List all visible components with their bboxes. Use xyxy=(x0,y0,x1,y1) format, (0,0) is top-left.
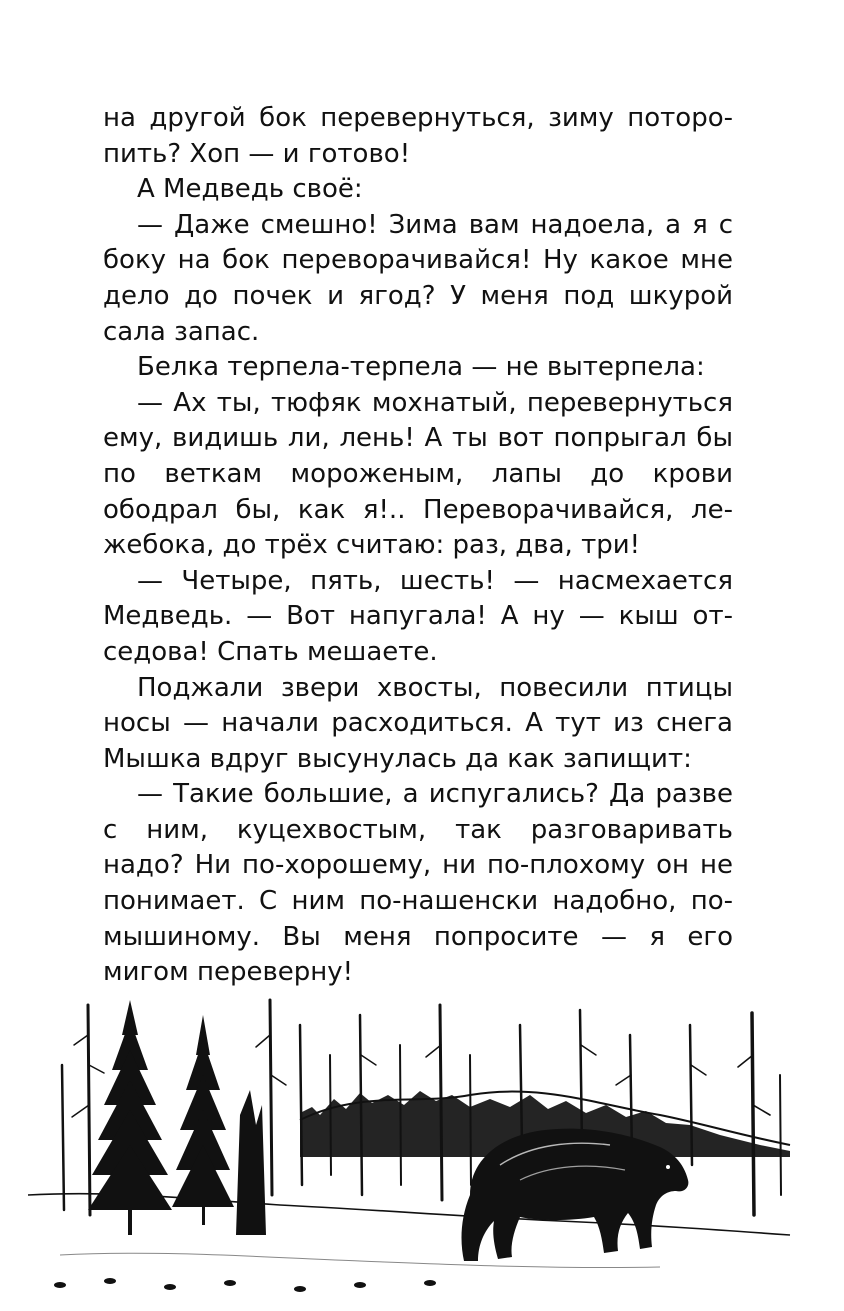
paragraph-3: — Даже смешно! Зима вам надоела, а я с боку на бок переворачивайся! Ну какое мне дело до почек и ягод? У меня под шкурой сала запас. xyxy=(103,209,733,347)
footprints xyxy=(54,1278,436,1292)
bear xyxy=(462,1129,689,1261)
bear-eye xyxy=(666,1165,670,1169)
broken-stump xyxy=(236,1090,266,1235)
story-text xyxy=(103,101,733,991)
paragraph-7: Поджали звери хвосты, повесили птицы носы — начали расходиться. А тут из снега Мышка вдруг высунулась да как запищит: xyxy=(103,672,733,774)
paragraph-6: — Четыре, пять, шесть! — насмехается Медведь. — Вот напугала! А ну — кыш отседова! Спать мешаете. xyxy=(103,565,733,667)
paragraph-4: Белка терпела-терпела — не вытерпела: xyxy=(137,352,705,383)
snow-shadow xyxy=(60,1253,660,1267)
paragraph-8: — Такие большие, а испугались? Да разве с ним, куцехвостым, так разговаривать надо? Ни по-хорошему, ни по-плохому он не понимает. С ним по-нашенски надобно, по-мышиному. Вы меня попросите — я его мигом переверну! xyxy=(103,779,733,988)
spruce-left xyxy=(88,1000,172,1235)
paragraph-5: — Ах ты, тюфяк мохнатый, перевернуться ему, видишь ли, лень! А ты вот попрыгал бы по веткам мороженым, лапы до крови ободрал бы, как я!.. Переворачивайся, лежебока, до трёх считаю: раз, два, три! xyxy=(103,387,733,561)
forest-bear-illustration xyxy=(0,995,844,1311)
paragraph-1: на другой бок перевернуться, зиму поторопить? Хоп — и готово! xyxy=(103,103,733,169)
spruce-second xyxy=(172,1015,234,1225)
paragraph-2: А Медведь своё: xyxy=(137,174,363,205)
